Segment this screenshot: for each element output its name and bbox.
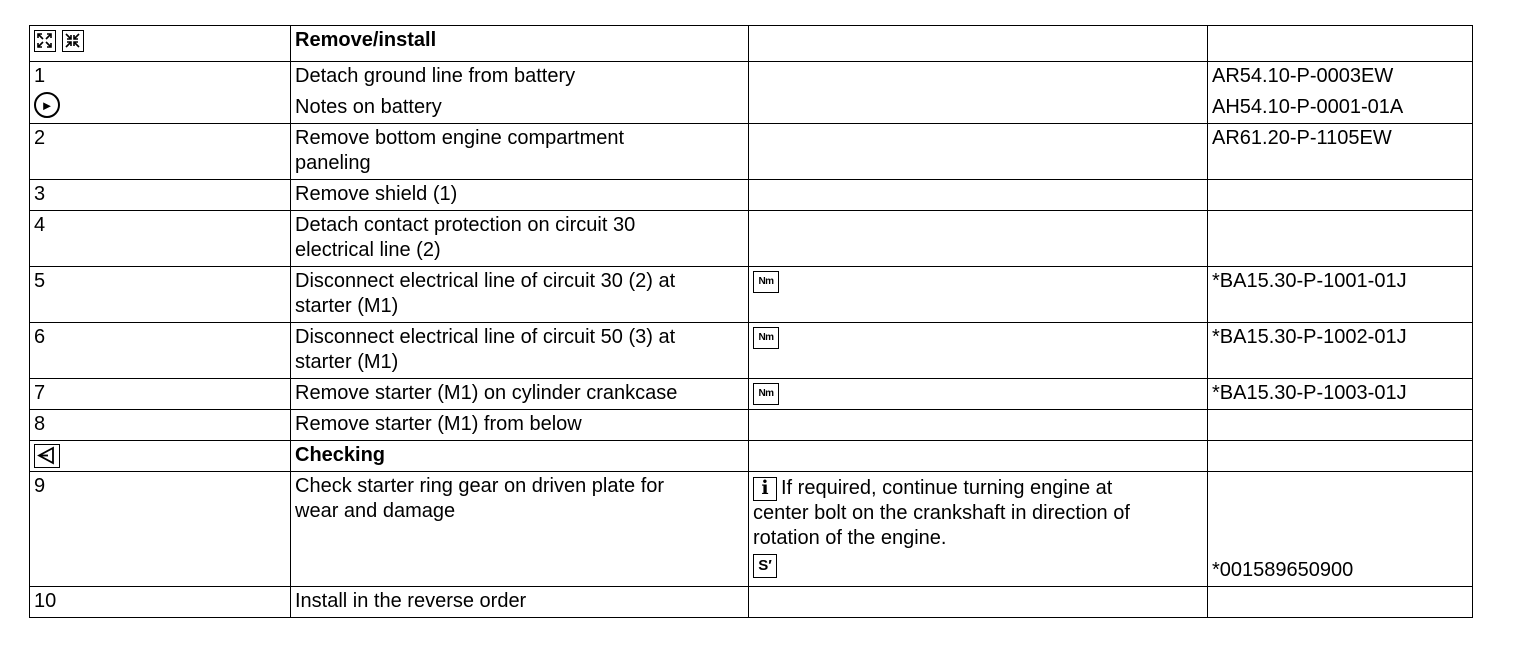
action-text: Disconnect electrical line of circuit 30 (2) at (295, 270, 676, 292)
table-row (30, 472, 1473, 587)
note-cell (749, 124, 1208, 180)
table-row-checking (30, 441, 1473, 472)
step-cell: 8 (30, 410, 291, 441)
table-row (30, 267, 1473, 323)
step-cell: 10 (30, 587, 291, 618)
action-cell (291, 323, 749, 379)
doc-reference-link[interactable]: *BA15.30-P-1001-01J (1208, 267, 1473, 323)
special-tool-icon[interactable]: S′ (753, 554, 777, 578)
note-cell (749, 211, 1208, 267)
ref-cell (1208, 180, 1473, 211)
torque-nm-icon[interactable]: Nm (753, 383, 779, 405)
checking-icon[interactable] (34, 444, 60, 468)
action-text: starter (M1) (295, 295, 399, 317)
table-row (30, 323, 1473, 379)
action-cell (291, 472, 749, 587)
info-icon[interactable]: i (753, 477, 777, 501)
ref-cell (1208, 62, 1473, 124)
step-cell: 5 (30, 267, 291, 323)
procedure-table (29, 25, 1473, 618)
ref-cell (1208, 441, 1473, 472)
step-cell: 6 (30, 323, 291, 379)
note-cell (749, 267, 1208, 323)
step-cell: 2 (30, 124, 291, 180)
action-text: Remove bottom engine compartment (295, 127, 625, 149)
header-ref-cell (1208, 26, 1473, 62)
ref-cell (1208, 472, 1473, 587)
note-text: If required, continue turning engine at (781, 477, 1113, 499)
step-cell: 3 (30, 180, 291, 211)
torque-nm-icon[interactable]: Nm (753, 327, 779, 349)
step-cell: 9 (30, 472, 291, 587)
doc-reference-link[interactable]: AH54.10-P-0001-01A (1212, 96, 1404, 118)
torque-nm-icon[interactable]: Nm (753, 271, 779, 293)
note-text: rotation of the engine. (753, 527, 947, 549)
note-cell (749, 441, 1208, 472)
step-cell (30, 62, 291, 124)
doc-reference-link[interactable]: AR54.10-P-0003EW (1212, 65, 1394, 87)
action-text: starter (M1) (295, 351, 399, 373)
collapse-arrows-icon[interactable] (62, 30, 84, 52)
doc-reference-link[interactable]: *BA15.30-P-1002-01J (1208, 323, 1473, 379)
table-row (30, 379, 1473, 410)
tool-reference-link[interactable]: *001589650900 (1212, 559, 1354, 581)
action-text: Detach ground line from battery (295, 65, 576, 87)
action-cell (291, 267, 749, 323)
checking-title: Checking (291, 441, 749, 472)
ref-cell (1208, 211, 1473, 267)
doc-reference-link[interactable]: AR61.20-P-1105EW (1208, 124, 1473, 180)
table-row (30, 410, 1473, 441)
note-cell (749, 180, 1208, 211)
action-text: Notes on battery (295, 96, 442, 118)
note-cell (749, 472, 1208, 587)
expand-arrows-icon[interactable] (34, 30, 56, 52)
note-text: center bolt on the crankshaft in direction of (753, 502, 1130, 524)
action-text: Install in the reverse order (291, 587, 749, 618)
note-cell (749, 62, 1208, 124)
battery-note-icon[interactable]: ► (34, 92, 60, 118)
action-text: Disconnect electrical line of circuit 50 (3) at (295, 326, 676, 348)
header-icons-cell (30, 26, 291, 62)
table-row (30, 587, 1473, 618)
ref-cell (1208, 587, 1473, 618)
action-text: Remove starter (M1) on cylinder crankcase (291, 379, 749, 410)
doc-reference-link[interactable]: *BA15.30-P-1003-01J (1208, 379, 1473, 410)
checking-icon-cell (30, 441, 291, 472)
action-text: paneling (295, 152, 371, 174)
note-cell (749, 323, 1208, 379)
action-text: Remove starter (M1) from below (291, 410, 749, 441)
table-row (30, 62, 1473, 124)
note-cell (749, 379, 1208, 410)
action-text: Remove shield (1) (291, 180, 749, 211)
action-text: Check starter ring gear on driven plate for (295, 475, 665, 497)
action-cell (291, 211, 749, 267)
step-cell: 4 (30, 211, 291, 267)
note-cell (749, 410, 1208, 441)
action-cell (291, 62, 749, 124)
header-title: Remove/install (291, 26, 749, 62)
table-row (30, 124, 1473, 180)
table-row-header (30, 26, 1473, 62)
note-cell (749, 587, 1208, 618)
action-text: electrical line (2) (295, 239, 441, 261)
ref-cell (1208, 410, 1473, 441)
action-text: wear and damage (295, 500, 456, 522)
action-text: Detach contact protection on circuit 30 (295, 214, 636, 236)
table-row (30, 180, 1473, 211)
header-note-cell (749, 26, 1208, 62)
action-cell (291, 124, 749, 180)
step-number: 1 (34, 65, 46, 87)
table-row (30, 211, 1473, 267)
step-cell: 7 (30, 379, 291, 410)
